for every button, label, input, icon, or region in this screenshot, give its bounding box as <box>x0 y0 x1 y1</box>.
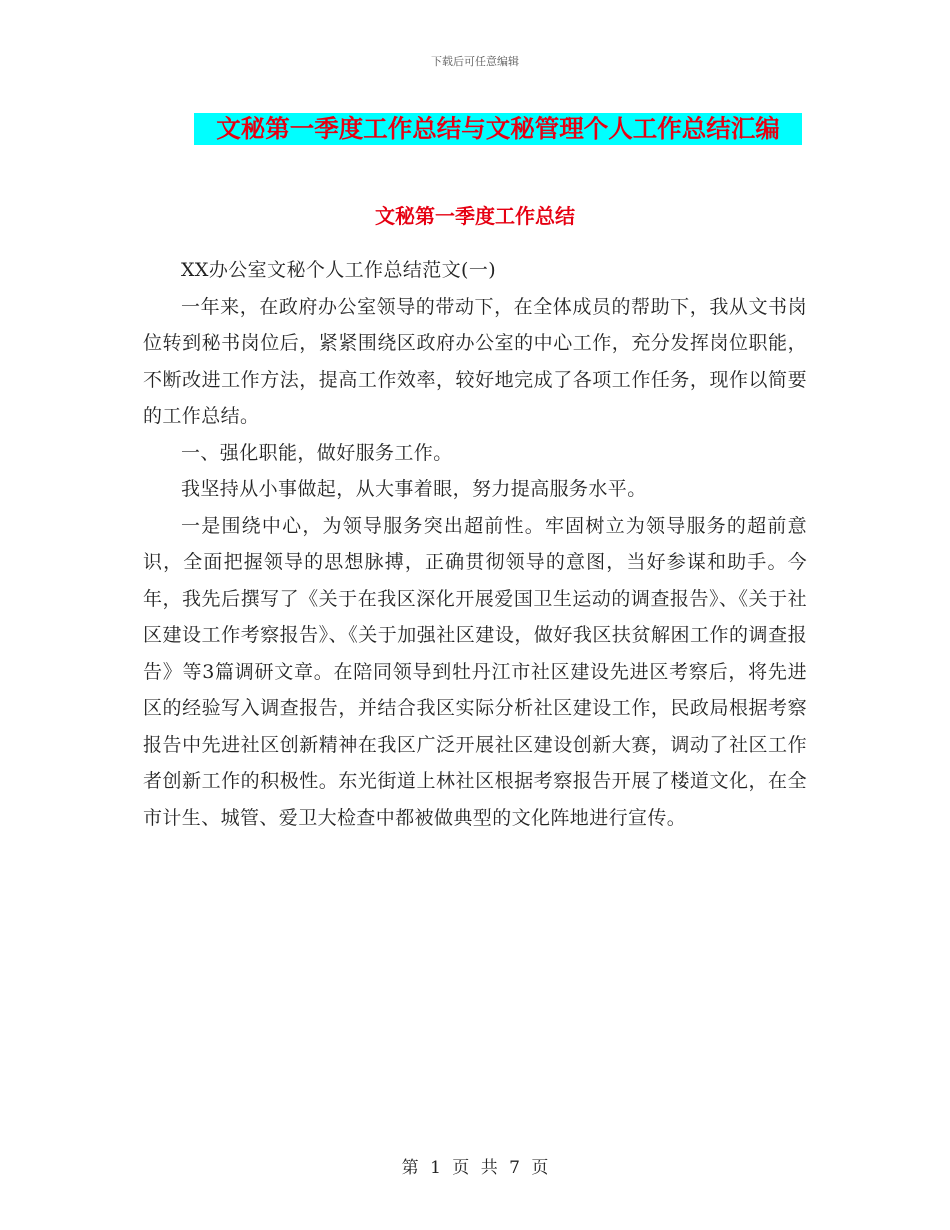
paragraph: 一、强化职能，做好服务工作。 <box>181 441 453 464</box>
section-title: 文秘第一季度工作总结 <box>375 204 575 228</box>
document-body <box>143 252 807 836</box>
paragraph: 我坚持从小事做起，从大事着眼，努力提高服务水平。 <box>181 478 647 500</box>
header-note: 下载后可任意编辑 <box>431 55 519 68</box>
page-number-footer: 第 1 页 共 7 页 <box>401 1158 549 1178</box>
paragraph: 一年来，在政府办公室领导的带动下，在全体成员的帮助下，我从文书岗位转到秘书岗位后，紧紧围绕区政府办公室的中心工作，充分发挥岗位职能，不断改进工作方法，提高工作效率，较好地完成了各项工作任务，现作以简要的工作总结。 <box>143 295 807 427</box>
paragraph: 一是围绕中心，为领导服务突出超前性。牢固树立为领导服务的超前意识，全面把握领导的思想脉搏，正确贯彻领导的意图，当好参谋和助手。今年，我先后撰写了《关于在我区深化开展爱国卫生运动的调查报告》、《关于社区建设工作考察报告》、《关于加强社区建设，做好我区扶贫解困工作的调查报告》等3篇调研文章。在陪同领导到牡丹江市社区建设先进区考察后，将先进区的经验写入调查报告，并结合我区实际分析社区建设工作，民政局根据考察报告中先进社区创新精神在我区广泛开展社区建设创新大赛，调动了社区工作者创新工作的积极性。东光街道上林社区根据考察报告开展了楼道文化，在全市计生、城管、爱卫大检查中都被做典型的文化阵地进行宣传。 <box>143 514 807 829</box>
document-title: 文秘第一季度工作总结与文秘管理个人工作总结汇编 <box>194 113 802 145</box>
paragraph: XX办公室文秘个人工作总结范文(一) <box>181 259 497 281</box>
